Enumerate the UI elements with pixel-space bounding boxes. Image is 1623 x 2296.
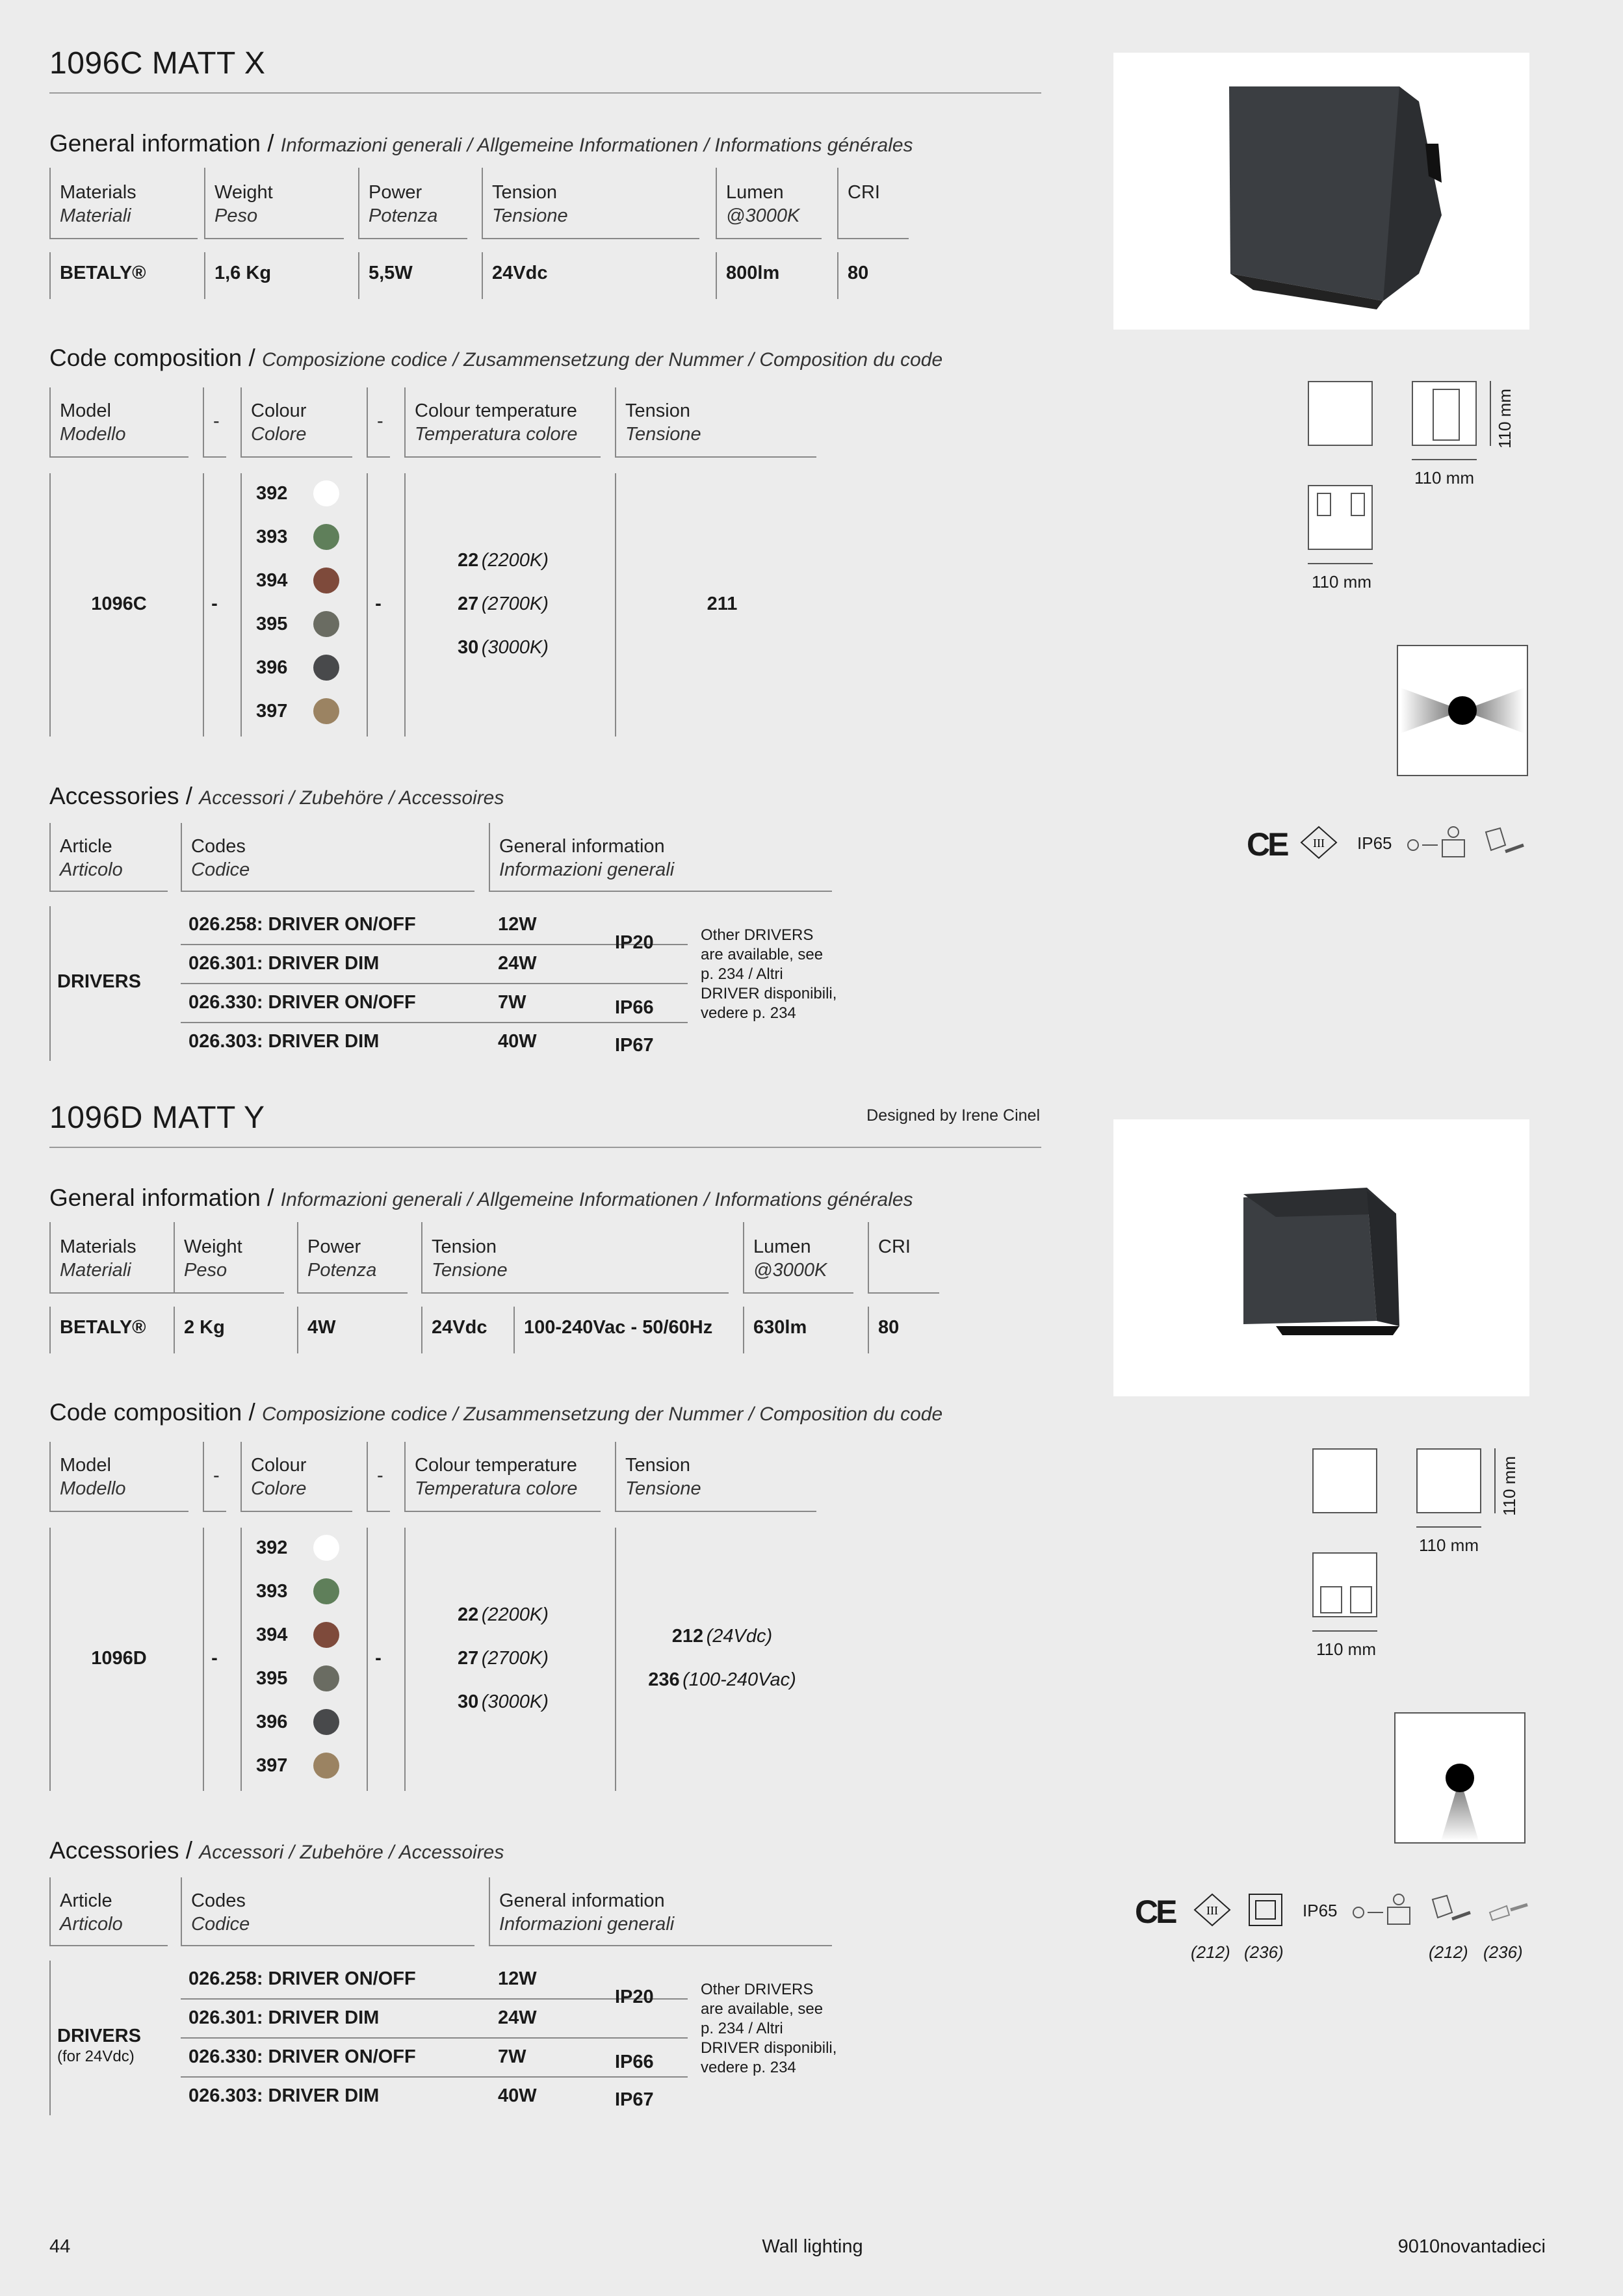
general-value-3 — [482, 252, 699, 299]
code-body-divider — [49, 473, 52, 737]
accessory-article — [57, 2026, 174, 2071]
column-label: CRI — [848, 182, 880, 203]
general-column-1 — [174, 1222, 284, 1294]
accessory-header-label-italian: Articolo — [60, 859, 123, 880]
code-header-label-italian: Colore — [251, 1478, 307, 1499]
accessory-divider — [49, 1961, 52, 2115]
column-value: 800lm — [726, 263, 780, 283]
colour-swatch — [313, 1753, 339, 1779]
model-code: 1096C — [91, 593, 147, 614]
colour-code: 395 — [256, 614, 288, 634]
code-body-divider — [49, 1528, 52, 1791]
accessory-header-label-italian: Codice — [191, 1914, 250, 1935]
code-composition-heading — [49, 345, 1089, 377]
column-label-italian: Potenza — [369, 205, 438, 226]
width-dimension-y: 110 mm — [1419, 1535, 1479, 1555]
accessory-wattage: 12W — [498, 914, 537, 935]
height-rule — [1490, 381, 1491, 446]
accessory-code: 026.258: DRIVER ON/OFF — [188, 914, 416, 935]
code-body-divider — [615, 1528, 617, 1791]
code-body-divider — [404, 473, 407, 737]
depth-rule-y — [1312, 1630, 1377, 1632]
tension-code: 212 — [671, 1625, 704, 1647]
accessory-header-2 — [489, 1877, 832, 1946]
column-value: 1,6 Kg — [214, 263, 272, 283]
accessory-article — [57, 971, 174, 1017]
code-header-1 — [203, 1442, 226, 1512]
accessory-wattage: 40W — [498, 1031, 537, 1052]
general-column-2 — [358, 168, 467, 239]
accessory-row — [181, 1023, 688, 1061]
code-subtitle: Composizione codice / Zusammensetzung der Nummer / Composition du code — [262, 349, 943, 371]
height-rule-y — [1494, 1448, 1496, 1513]
general-column-5 — [868, 1222, 939, 1294]
column-value: 5,5W — [369, 263, 413, 283]
accessory-wattage: 24W — [498, 2007, 537, 2028]
accessory-header-label-italian: Articolo — [60, 1914, 123, 1935]
code-body-divider — [240, 473, 243, 737]
section-name: Wall lighting — [762, 2236, 863, 2257]
accessory-code: 026.303: DRIVER DIM — [188, 2085, 380, 2106]
temperature-code: 30 — [458, 1691, 479, 1712]
temperature-kelvin: (2700K) — [481, 593, 549, 614]
column-label: Materials — [60, 182, 136, 203]
width-rule — [1412, 459, 1477, 460]
code-header-0 — [49, 387, 188, 458]
colour-code: 396 — [256, 657, 288, 678]
class-iii-icon — [1300, 826, 1338, 859]
accessory-wattage: 24W — [498, 953, 537, 974]
code-header-5 — [615, 387, 816, 458]
accessory-code: 026.258: DRIVER ON/OFF — [188, 1968, 416, 1989]
code-separator: - — [377, 1465, 383, 1486]
tension-value: 24Vdc — [432, 1317, 487, 1338]
accessory-header-label: Article — [60, 836, 112, 857]
svg-text:III: III — [1313, 837, 1325, 850]
accessory-divider — [49, 906, 52, 1061]
general-value-4 — [716, 252, 822, 299]
code-header-4 — [404, 387, 601, 458]
code-header-0 — [49, 1442, 188, 1512]
ip-rating-badge: IP65 — [1303, 1901, 1338, 1920]
colour-code: 397 — [256, 1755, 288, 1776]
column-label-italian: Materiali — [60, 1260, 131, 1281]
temperature-option — [458, 550, 627, 576]
code-header-1 — [203, 387, 226, 458]
temperature-kelvin: (3000K) — [481, 1691, 549, 1712]
code-body-divider — [240, 1528, 243, 1791]
tension-option — [615, 1626, 829, 1652]
general-info-heading — [49, 1184, 1024, 1217]
code-header-label: Tension — [625, 400, 690, 421]
accessory-row — [181, 2078, 688, 2115]
code-subtitle: Composizione codice / Zusammensetzung der Nummer / Composition du code — [262, 1403, 943, 1425]
driver-note: Other DRIVERS are available, see p. 234 / Altri DRIVER disponibili, vedere p. 234 — [701, 926, 837, 1022]
accessory-header-label: General information — [499, 1890, 665, 1911]
light-emission-diagram-x — [1397, 645, 1528, 776]
height-dimension: 110 mm — [1495, 389, 1514, 449]
driver-remote-icon — [1352, 1893, 1417, 1927]
code-separator: - — [377, 411, 383, 432]
code-header-label: Model — [60, 400, 111, 421]
accessory-wattage: 40W — [498, 2085, 537, 2106]
front-view-drawing — [1308, 381, 1373, 446]
code-header-label-italian: Temperatura colore — [415, 1478, 578, 1499]
product-title: 1096D MATT Y — [49, 1101, 265, 1135]
temperature-code: 30 — [458, 636, 479, 658]
tension-value-ac: 100-240Vac - 50/60Hz — [513, 1307, 712, 1353]
connector-icon — [1430, 1893, 1473, 1927]
driver-remote-icon — [1407, 826, 1472, 859]
article-note: (for 24Vdc) — [57, 2048, 135, 2065]
code-body-divider — [203, 473, 205, 737]
article-name: DRIVERS — [57, 971, 141, 992]
temperature-code: 27 — [458, 593, 479, 614]
code-dash: - — [211, 1647, 218, 1669]
general-info-subtitle: Informazioni generali / Allgemeine Informationen / Informations générales — [280, 1189, 913, 1210]
column-value: 4W — [307, 1317, 336, 1338]
colour-code: 392 — [256, 483, 288, 504]
colour-swatch — [313, 655, 339, 681]
accessories-heading — [49, 1837, 1024, 1870]
code-header-label-italian: Modello — [60, 424, 126, 445]
general-value-5 — [868, 1307, 939, 1353]
temperature-option — [458, 637, 627, 663]
accessory-header-label: Codes — [191, 1890, 246, 1911]
code-composition-heading — [49, 1399, 1089, 1431]
title-rule — [49, 92, 1041, 94]
column-label-italian: @3000K — [726, 205, 800, 226]
column-label: Lumen — [753, 1236, 811, 1257]
width-rule-y — [1416, 1526, 1481, 1528]
colour-swatch — [313, 567, 339, 594]
accessory-header-1 — [181, 1877, 474, 1946]
connector-icon-alt — [1487, 1893, 1530, 1927]
temperature-option — [458, 1604, 627, 1630]
ce-mark: CE — [1135, 1894, 1175, 1930]
column-label-italian: @3000K — [753, 1260, 827, 1281]
colour-swatch — [313, 611, 339, 637]
accessory-header-label-italian: Codice — [191, 859, 250, 880]
general-column-4 — [743, 1222, 853, 1294]
light-emission-diagram-y — [1394, 1712, 1526, 1844]
colour-swatch — [313, 1665, 339, 1691]
general-column-2 — [297, 1222, 408, 1294]
column-value: BETALY® — [60, 263, 146, 283]
cert-caption: (236) — [1483, 1942, 1523, 1962]
page-number: 44 — [49, 2236, 71, 2257]
accessory-header-label: Article — [60, 1890, 112, 1911]
temperature-option — [458, 594, 627, 620]
colour-swatch — [313, 1578, 339, 1604]
general-column-1 — [204, 168, 344, 239]
accessory-header-0 — [49, 1877, 168, 1946]
accessory-header-label: General information — [499, 836, 665, 857]
accessory-code: 026.303: DRIVER DIM — [188, 1031, 380, 1052]
general-column-0 — [49, 168, 198, 239]
code-header-2 — [240, 387, 352, 458]
code-body-divider — [367, 1528, 369, 1791]
wall-lamp-y-image — [1113, 1119, 1529, 1396]
accessories-title: Accessories / — [49, 783, 193, 809]
code-body-divider — [404, 1528, 407, 1791]
code-header-label: Tension — [625, 1455, 690, 1476]
accessories-heading — [49, 783, 1024, 815]
accessory-wattage: 7W — [498, 992, 526, 1013]
accessory-code: 026.301: DRIVER DIM — [188, 953, 380, 974]
product-title: 1096C MATT X — [49, 46, 266, 81]
code-header-label: Colour temperature — [415, 400, 577, 421]
tension-code: 236 — [648, 1669, 680, 1690]
colour-code: 394 — [256, 570, 288, 591]
code-header-3 — [367, 387, 390, 458]
temperature-kelvin: (2200K) — [481, 549, 549, 571]
code-dash: - — [211, 593, 218, 614]
code-separator: - — [213, 1465, 220, 1486]
certification-icons-x — [1243, 824, 1529, 861]
general-value-2 — [297, 1307, 408, 1353]
code-body-divider — [615, 473, 617, 737]
code-header-label: Colour — [251, 400, 307, 421]
accessory-header-1 — [181, 823, 474, 892]
column-label: Tension — [492, 182, 557, 203]
temperature-option — [458, 1691, 627, 1717]
ip-rating: IP20 — [615, 1987, 654, 2007]
temperature-code: 22 — [458, 549, 479, 571]
general-column-3 — [482, 168, 699, 239]
title-rule — [49, 1147, 1041, 1148]
depth-dimension-y: 110 mm — [1316, 1639, 1376, 1659]
general-value-1 — [174, 1307, 284, 1353]
column-label-italian: Tensione — [492, 205, 568, 226]
accessory-code: 026.301: DRIVER DIM — [188, 2007, 380, 2028]
column-value: 80 — [878, 1317, 900, 1338]
cert-caption: (212) — [1429, 1942, 1468, 1962]
column-label: CRI — [878, 1236, 911, 1257]
bottom-view-drawing-y — [1312, 1552, 1377, 1617]
column-label-italian: Peso — [184, 1260, 227, 1281]
accessories-subtitle: Accessori / Zubehöre / Accessoires — [199, 787, 504, 809]
ce-mark: CE — [1247, 826, 1287, 863]
column-value: 24Vdc — [492, 263, 548, 283]
accessory-row — [181, 984, 688, 1023]
code-header-label: Colour — [251, 1455, 307, 1476]
column-label: Power — [369, 182, 422, 203]
temperature-kelvin: (2700K) — [481, 1647, 549, 1669]
code-header-label: Model — [60, 1455, 111, 1476]
accessories-title: Accessories / — [49, 1837, 193, 1864]
accessory-row — [181, 2000, 688, 2039]
column-label-italian: Peso — [214, 205, 258, 226]
code-dash: - — [375, 593, 382, 614]
ip-rating: IP67 — [615, 1035, 654, 1056]
height-dimension-y: 110 mm — [1500, 1456, 1519, 1516]
general-column-4 — [716, 168, 822, 239]
code-body-divider — [367, 473, 369, 737]
colour-swatch — [313, 480, 339, 506]
product-photo-1096d — [1113, 1119, 1529, 1396]
side-view-drawing — [1412, 381, 1477, 446]
class-ii-icon — [1248, 1893, 1284, 1927]
accessory-header-0 — [49, 823, 168, 892]
general-info-subtitle: Informazioni generali / Allgemeine Informationen / Informations générales — [280, 135, 913, 156]
code-header-label-italian: Modello — [60, 1478, 126, 1499]
code-header-2 — [240, 1442, 352, 1512]
ip-rating: IP67 — [615, 2089, 654, 2110]
tension-option — [615, 1669, 829, 1695]
svg-text:III: III — [1206, 1904, 1218, 1917]
colour-swatch — [313, 1709, 339, 1735]
code-header-4 — [404, 1442, 601, 1512]
colour-swatch — [313, 524, 339, 550]
column-label: Power — [307, 1236, 361, 1257]
colour-code: 395 — [256, 1668, 288, 1689]
colour-swatch — [313, 698, 339, 724]
code-title: Code composition / — [49, 345, 255, 371]
column-label: Lumen — [726, 182, 784, 203]
temperature-kelvin: (3000K) — [481, 636, 549, 658]
designer-credit: Designed by Irene Cinel — [866, 1106, 1040, 1125]
accessory-header-label-italian: Informazioni generali — [499, 859, 675, 880]
accessory-header-2 — [489, 823, 832, 892]
general-info-heading — [49, 130, 1024, 163]
code-header-label-italian: Tensione — [625, 1478, 701, 1499]
width-dimension: 110 mm — [1414, 468, 1474, 488]
ip-rating-badge: IP65 — [1357, 833, 1392, 853]
code-header-label-italian: Temperatura colore — [415, 424, 578, 445]
column-label: Weight — [184, 1236, 242, 1257]
side-view-drawing-y — [1416, 1448, 1481, 1513]
driver-note: Other DRIVERS are available, see p. 234 / Altri DRIVER disponibili, vedere p. 234 — [701, 1981, 837, 2076]
accessories-subtitle: Accessori / Zubehöre / Accessoires — [199, 1842, 504, 1863]
general-column-5 — [837, 168, 909, 239]
depth-dimension: 110 mm — [1312, 572, 1371, 592]
accessory-row — [181, 2039, 688, 2078]
ip-rating: IP66 — [615, 2052, 654, 2072]
accessory-row — [181, 945, 688, 984]
general-value-1 — [204, 252, 344, 299]
code-header-label-italian: Colore — [251, 424, 307, 445]
accessory-header-label: Codes — [191, 836, 246, 857]
front-view-drawing-y — [1312, 1448, 1377, 1513]
temperature-kelvin: (2200K) — [481, 1604, 549, 1625]
code-header-label-italian: Tensione — [625, 424, 701, 445]
accessory-wattage: 7W — [498, 2046, 526, 2067]
tension-code: 211 — [707, 593, 738, 614]
connector-icon — [1483, 826, 1526, 859]
column-label-italian: Tensione — [432, 1260, 508, 1281]
bottom-view-drawing — [1308, 485, 1373, 550]
certification-icons-y — [1131, 1892, 1534, 1928]
code-header-5 — [615, 1442, 816, 1512]
colour-code: 396 — [256, 1712, 288, 1732]
column-label-italian: Materiali — [60, 205, 131, 226]
accessory-code: 026.330: DRIVER ON/OFF — [188, 992, 416, 1013]
accessory-wattage: 12W — [498, 1968, 537, 1989]
cert-caption: (212) — [1191, 1942, 1230, 1962]
general-value-5 — [837, 252, 909, 299]
accessory-row — [181, 1961, 688, 2000]
cert-caption: (236) — [1244, 1942, 1284, 1962]
colour-code: 394 — [256, 1624, 288, 1645]
colour-swatch — [313, 1622, 339, 1648]
temperature-option — [458, 1648, 627, 1674]
general-column-3 — [421, 1222, 729, 1294]
general-value-4 — [743, 1307, 853, 1353]
article-name: DRIVERS — [57, 2026, 141, 2046]
column-label-italian: Potenza — [307, 1260, 377, 1281]
code-header-3 — [367, 1442, 390, 1512]
model-code: 1096D — [91, 1647, 147, 1669]
temperature-code: 22 — [458, 1604, 479, 1625]
column-label: Materials — [60, 1236, 136, 1257]
general-value-2 — [358, 252, 467, 299]
ip-rating: IP66 — [615, 997, 654, 1018]
product-photo-1096c — [1113, 53, 1529, 330]
tension-option — [615, 594, 829, 620]
accessory-code: 026.330: DRIVER ON/OFF — [188, 2046, 416, 2067]
general-info-title: General information / — [49, 130, 274, 157]
code-dash: - — [375, 1647, 382, 1669]
temperature-code: 27 — [458, 1647, 479, 1669]
tension-note: (24Vdc) — [706, 1625, 773, 1647]
general-info-title: General information / — [49, 1184, 274, 1211]
general-value-0 — [49, 1307, 183, 1353]
colour-swatch — [313, 1535, 339, 1561]
column-value: 2 Kg — [184, 1317, 225, 1338]
code-header-label: Colour temperature — [415, 1455, 577, 1476]
accessory-header-label-italian: Informazioni generali — [499, 1914, 675, 1935]
column-label: Tension — [432, 1236, 497, 1257]
general-value-3 — [421, 1307, 729, 1353]
code-separator: - — [213, 411, 220, 432]
accessory-row — [181, 906, 688, 945]
colour-code: 392 — [256, 1537, 288, 1558]
code-title: Code composition / — [49, 1399, 255, 1426]
column-value: 80 — [848, 263, 869, 283]
colour-code: 397 — [256, 701, 288, 722]
colour-code: 393 — [256, 1581, 288, 1602]
column-value: BETALY® — [60, 1317, 146, 1338]
brand-name: 9010novantadieci — [1397, 2236, 1546, 2257]
wall-lamp-x-image — [1113, 53, 1529, 330]
depth-rule — [1308, 563, 1373, 564]
column-label: Weight — [214, 182, 273, 203]
general-column-0 — [49, 1222, 183, 1294]
tension-note: (100-240Vac) — [682, 1669, 796, 1690]
colour-code: 393 — [256, 527, 288, 547]
code-body-divider — [203, 1528, 205, 1791]
class-iii-icon — [1193, 1893, 1231, 1927]
designer-credit — [715, 52, 1040, 75]
general-value-0 — [49, 252, 198, 299]
column-value: 630lm — [753, 1317, 807, 1338]
ip-rating: IP20 — [615, 932, 654, 953]
